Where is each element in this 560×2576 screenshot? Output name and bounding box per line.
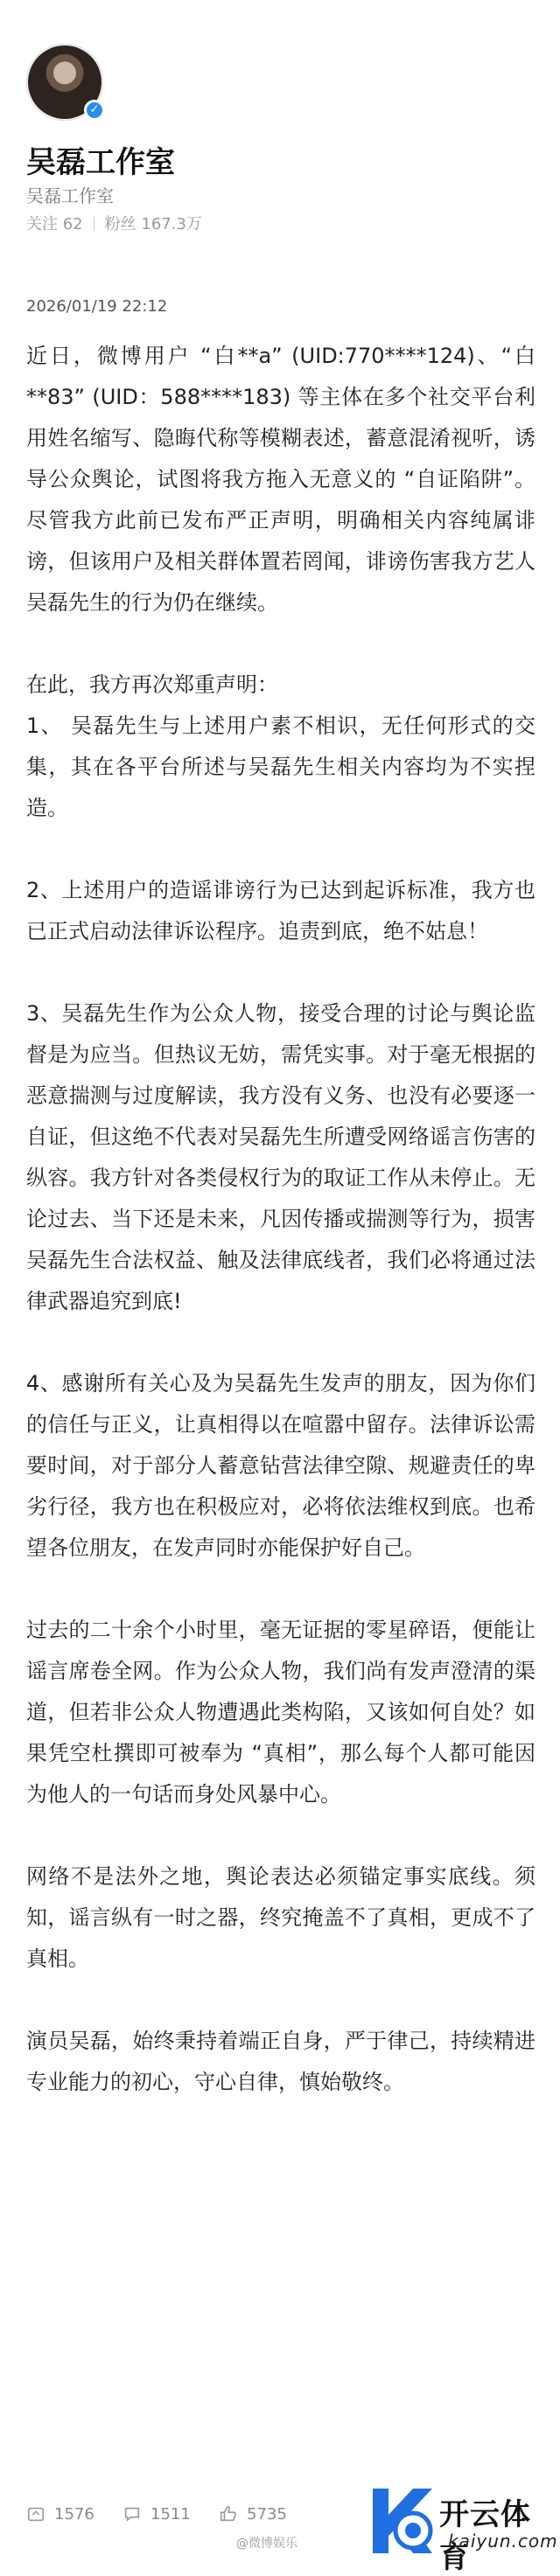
followers-count[interactable]: 粉丝 167.3万 xyxy=(104,215,202,233)
following-count[interactable]: 关注 62 xyxy=(26,215,83,233)
brand-logo xyxy=(368,2482,558,2575)
post-paragraph: 2、上述用户的造谣诽谤行为已达到起诉标准，我方也已正式启动法律诉讼程序。追责到底，绝不姑息！ xyxy=(26,878,536,943)
repost-button[interactable] xyxy=(26,2504,94,2524)
brand-name-en: kaiyun.com xyxy=(448,2531,558,2552)
comment-icon xyxy=(122,2504,142,2524)
weibo-credit: @微博娱乐 xyxy=(236,2537,298,2551)
post-date: 2026/01/19 22:12 xyxy=(26,297,168,316)
profile-stats xyxy=(26,212,202,234)
post-paragraph: 在此，我方再次郑重声明： xyxy=(26,672,278,697)
comment-button[interactable] xyxy=(122,2504,191,2524)
verified-badge-icon: ✓ xyxy=(84,100,105,121)
profile-subtitle: 吴磊工作室 xyxy=(26,185,114,206)
post-paragraph: 3、吴磊先生作为公众人物，接受合理的讨论与舆论监督是为应当。但热议无妨，需凭实事。对于毫无根据的恶意揣测与过度解读，我方没有义务、也没有必要逐一自证，但这绝不代表对吴磊先生所遭受网络谣言伤害的纵容。我方针对各类侵权行为的取证工作从未停止。无论过去、当下还是未来，凡因传播或揣测等行为，损害吴磊先生合法权益、触及法律底线者，我们必将通过法律武器追究到底! xyxy=(26,1001,536,1313)
post-body xyxy=(26,336,536,2144)
post-paragraph: 4、感谢所有关心及为吴磊先生发声的朋友，因为你们的信任与正义，让真相得以在喧嚣中留存。法律诉讼需要时间，对于部分人蓄意钻营法律空隙、规避责任的卑劣行径，我方也在积极应对，必将依法维权到底。也希望各位朋友，在发声同时亦能保护好自己。 xyxy=(26,1371,536,1560)
post-paragraph: 演员吴磊，始终秉持着端正自身，严于律己，持续精进专业能力的初心，守心自律，慎始敬终。 xyxy=(26,2029,536,2094)
post-paragraph: 过去的二十余个小时里，毫无证据的零星碎语，便能让谣言席卷全网。作为公众人物，我们尚有发声澄清的渠道，但若非公众人物遭遇此类构陷，又该如何自处？如果凭空杜撰即可被奉为 “真相”，那么每个人都可能因为他人的一句话而身处风暴中心。 xyxy=(26,1618,536,1807)
repost-icon xyxy=(26,2504,46,2524)
brand-k-icon xyxy=(368,2482,438,2560)
profile-name[interactable]: 吴磊工作室 xyxy=(26,145,175,180)
thumbs-up-icon xyxy=(219,2504,238,2524)
like-button[interactable] xyxy=(219,2504,287,2524)
comment-count: 1511 xyxy=(150,2504,191,2524)
post-paragraph: 近日，微博用户 “白**a” (UID:770****124)、“白**83” (UID：588****183) 等主体在多个社交平台利用姓名缩写、隐晦代称等模糊表述，蓄意混淆视听，诱导公众舆论，试图将我方拖入无意义的 “自证陷阱”。尽管我方此前已发布严正声明，明确相关内容纯属诽谤，但该用户及相关群体置若罔闻，诽谤伤害我方艺人吴磊先生的行为仍在继续。 xyxy=(26,344,536,615)
like-count: 5735 xyxy=(247,2504,287,2524)
brand-name-cn: 开云体育 xyxy=(439,2497,531,2575)
post-paragraph: 网络不是法外之地，舆论表达必须锚定事实底线。须知，谣言纵有一时之器，终究掩盖不了真相，更成不了真相。 xyxy=(26,1864,536,1971)
repost-count: 1576 xyxy=(54,2504,94,2524)
post-paragraph: 1、 吴磊先生与上述用户素不相识，无任何形式的交集，其在各平台所述与吴磊先生相关内容均为不实捏造。 xyxy=(26,714,536,820)
